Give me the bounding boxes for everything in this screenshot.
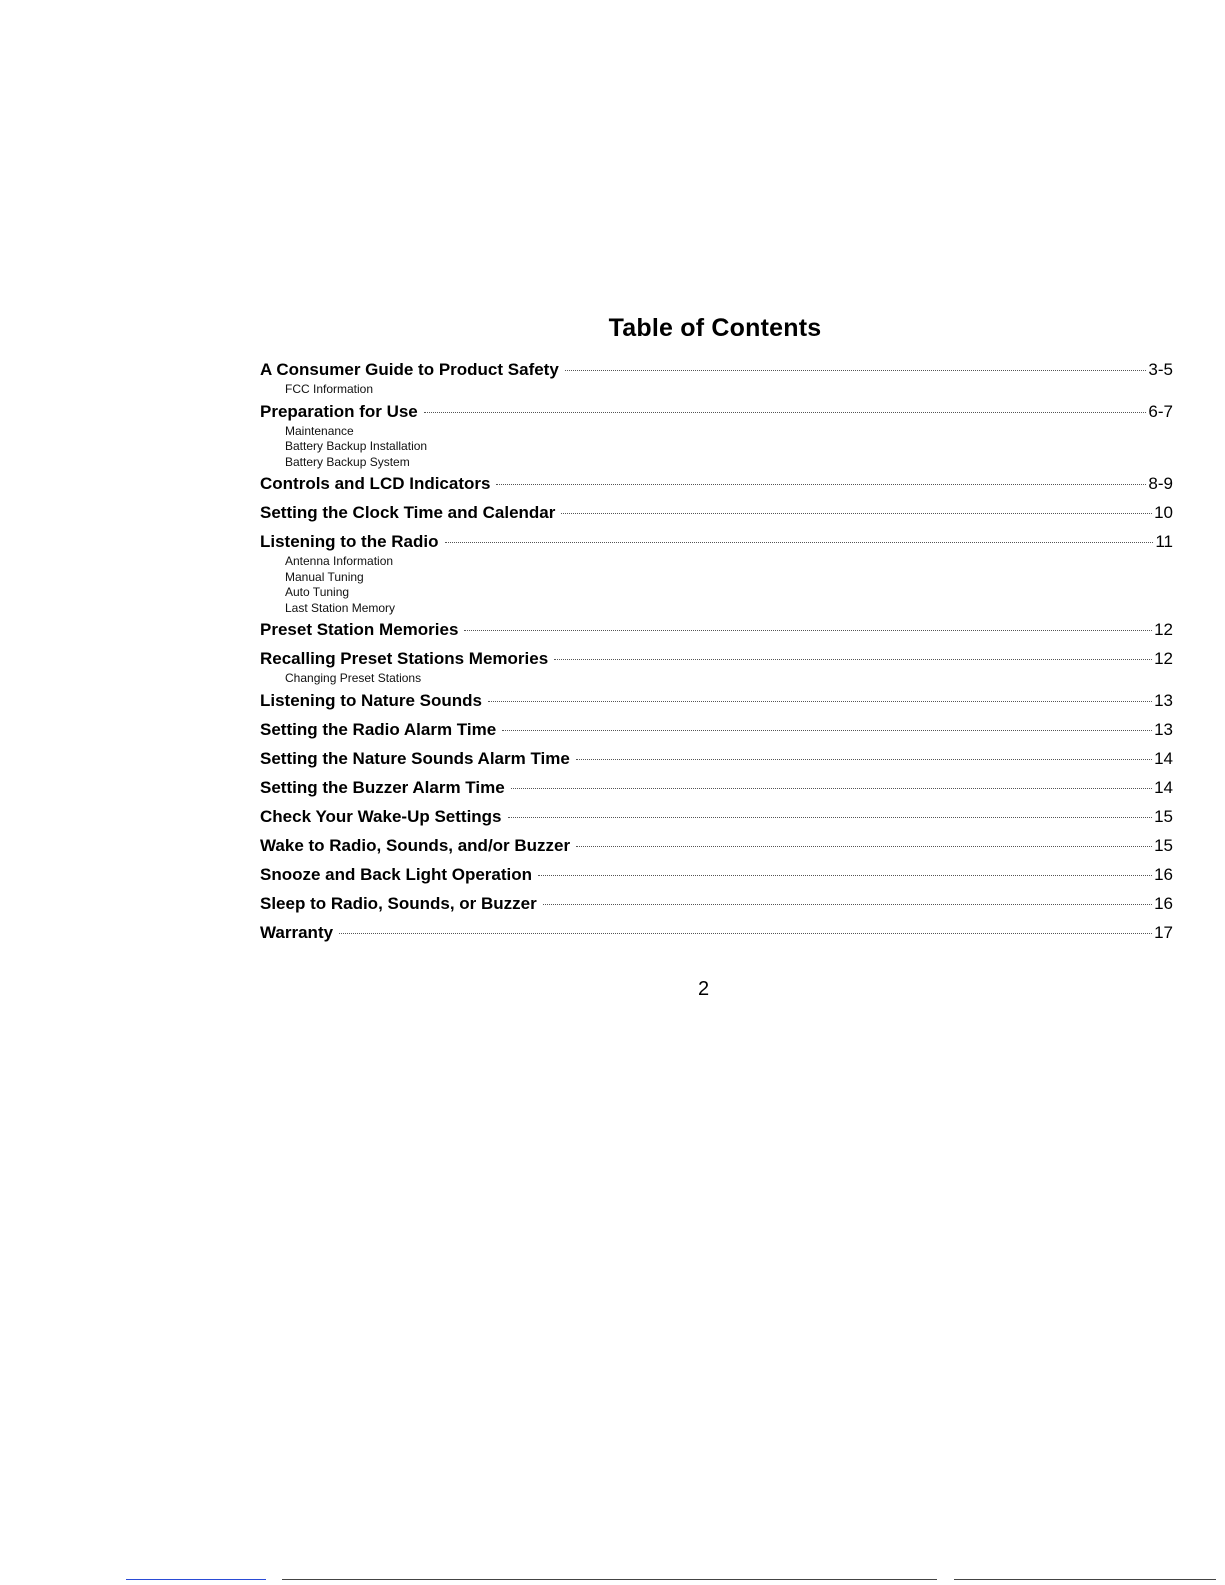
dot-leader — [576, 759, 1152, 760]
toc-entry-label: Warranty — [260, 922, 334, 942]
dot-leader — [339, 933, 1152, 934]
toc-entry-row[interactable] — [260, 620, 1173, 644]
toc-entry-label: Check Your Wake-Up Settings — [260, 806, 502, 826]
toc-subitem: Auto Tuning — [285, 585, 350, 599]
toc-entry-page: 6-7 — [1148, 401, 1173, 421]
toc-subitem: Battery Backup Installation — [285, 439, 428, 453]
toc-entry-page: 15 — [1154, 835, 1173, 855]
toc-entry — [260, 778, 1173, 807]
toc-subitems — [260, 554, 1173, 616]
toc-entry — [260, 836, 1173, 865]
toc-entry-row[interactable] — [260, 360, 1173, 384]
toc-entry — [260, 807, 1173, 836]
toc-entry-label: Listening to the Radio — [260, 532, 439, 551]
toc-entry-row[interactable] — [260, 532, 1173, 556]
page-title: Table of Contents — [608, 314, 822, 342]
dot-leader — [496, 484, 1146, 485]
dot-leader — [424, 412, 1147, 413]
toc-entry — [260, 620, 1173, 649]
dot-leader — [464, 630, 1152, 631]
toc-entry-page: 14 — [1154, 748, 1173, 768]
toc-entry-page: 14 — [1154, 777, 1173, 797]
toc-entry — [260, 474, 1173, 503]
toc-subitem: Manual Tuning — [285, 569, 364, 584]
toc-entry-label: Preparation for Use — [260, 401, 418, 421]
toc-entry-label: Setting the Nature Sounds Alarm Time — [260, 748, 570, 768]
toc-subitem: FCC Information — [285, 382, 374, 396]
toc-entry — [260, 865, 1173, 894]
bottom-rule — [126, 1579, 266, 1580]
toc-entry-label: Setting the Radio Alarm Time — [260, 719, 497, 739]
toc-entry — [260, 360, 1173, 398]
toc-entry-label: Preset Station Memories — [260, 620, 459, 639]
dot-leader — [445, 542, 1154, 543]
toc-entry-page: 17 — [1154, 922, 1173, 942]
toc-entry-row[interactable] — [260, 649, 1173, 673]
toc-subitems — [260, 424, 1173, 471]
toc-entry-label: A Consumer Guide to Product Safety — [260, 360, 559, 379]
toc-entry — [260, 691, 1173, 720]
toc-entry-page: 8-9 — [1148, 474, 1173, 493]
table-of-contents — [260, 360, 1173, 947]
page-number: 2 — [698, 978, 710, 1000]
toc-entry-page: 15 — [1154, 806, 1173, 826]
toc-subitem: Maintenance — [285, 423, 354, 438]
toc-entry-label: Setting the Buzzer Alarm Time — [260, 777, 505, 797]
toc-entry-page: 16 — [1154, 893, 1173, 913]
toc-entry-row[interactable] — [260, 778, 1173, 802]
toc-entry-page: 13 — [1154, 719, 1173, 739]
toc-entry-row[interactable] — [260, 691, 1173, 715]
toc-entry-label: Sleep to Radio, Sounds, or Buzzer — [260, 893, 537, 913]
toc-entry-row[interactable] — [260, 923, 1173, 947]
toc-entry — [260, 503, 1173, 532]
toc-entry — [260, 894, 1173, 923]
dot-leader — [502, 730, 1152, 731]
toc-subitem: Battery Backup System — [285, 454, 410, 469]
toc-subitem: Changing Preset Stations — [285, 671, 422, 685]
toc-entry — [260, 749, 1173, 778]
toc-subitem: Last Station Memory — [285, 600, 396, 615]
toc-entry-label: Wake to Radio, Sounds, and/or Buzzer — [260, 835, 571, 855]
toc-entry-row[interactable] — [260, 720, 1173, 744]
toc-entry-label: Listening to Nature Sounds — [260, 690, 482, 710]
toc-entry-row[interactable] — [260, 474, 1173, 498]
dot-leader — [576, 846, 1152, 847]
toc-entry — [260, 402, 1173, 471]
dot-leader — [511, 788, 1152, 789]
toc-entry — [260, 923, 1173, 947]
toc-entry-row[interactable] — [260, 865, 1173, 889]
dot-leader — [538, 875, 1152, 876]
toc-entry-label: Controls and LCD Indicators — [260, 474, 491, 493]
toc-entry-page: 12 — [1154, 620, 1173, 639]
toc-subitems — [260, 382, 1173, 398]
toc-entry-label: Recalling Preset Stations Memories — [260, 649, 549, 668]
toc-entry — [260, 532, 1173, 616]
dot-leader — [554, 659, 1152, 660]
toc-entry-page: 13 — [1154, 690, 1173, 710]
toc-entry-page: 10 — [1154, 503, 1173, 522]
toc-entry-page: 11 — [1155, 532, 1173, 551]
bottom-rule — [954, 1579, 1216, 1580]
toc-entry-row[interactable] — [260, 503, 1173, 527]
bottom-rule — [282, 1579, 937, 1580]
toc-entry-page: 12 — [1154, 649, 1173, 668]
dot-leader — [565, 370, 1147, 371]
toc-subitems — [260, 671, 1173, 687]
toc-entry-row[interactable] — [260, 807, 1173, 831]
toc-entry — [260, 649, 1173, 687]
toc-entry-page: 16 — [1154, 864, 1173, 884]
dot-leader — [508, 817, 1153, 818]
toc-entry — [260, 720, 1173, 749]
toc-entry-row[interactable] — [260, 749, 1173, 773]
toc-entry-row[interactable] — [260, 402, 1173, 426]
dot-leader — [561, 513, 1152, 514]
toc-entry-label: Setting the Clock Time and Calendar — [260, 503, 556, 522]
toc-subitem: Antenna Information — [285, 554, 394, 568]
toc-entry-label: Snooze and Back Light Operation — [260, 864, 533, 884]
dot-leader — [488, 701, 1152, 702]
dot-leader — [543, 904, 1152, 905]
toc-entry-row[interactable] — [260, 894, 1173, 918]
toc-entry-row[interactable] — [260, 836, 1173, 860]
toc-entry-page: 3-5 — [1148, 360, 1173, 379]
